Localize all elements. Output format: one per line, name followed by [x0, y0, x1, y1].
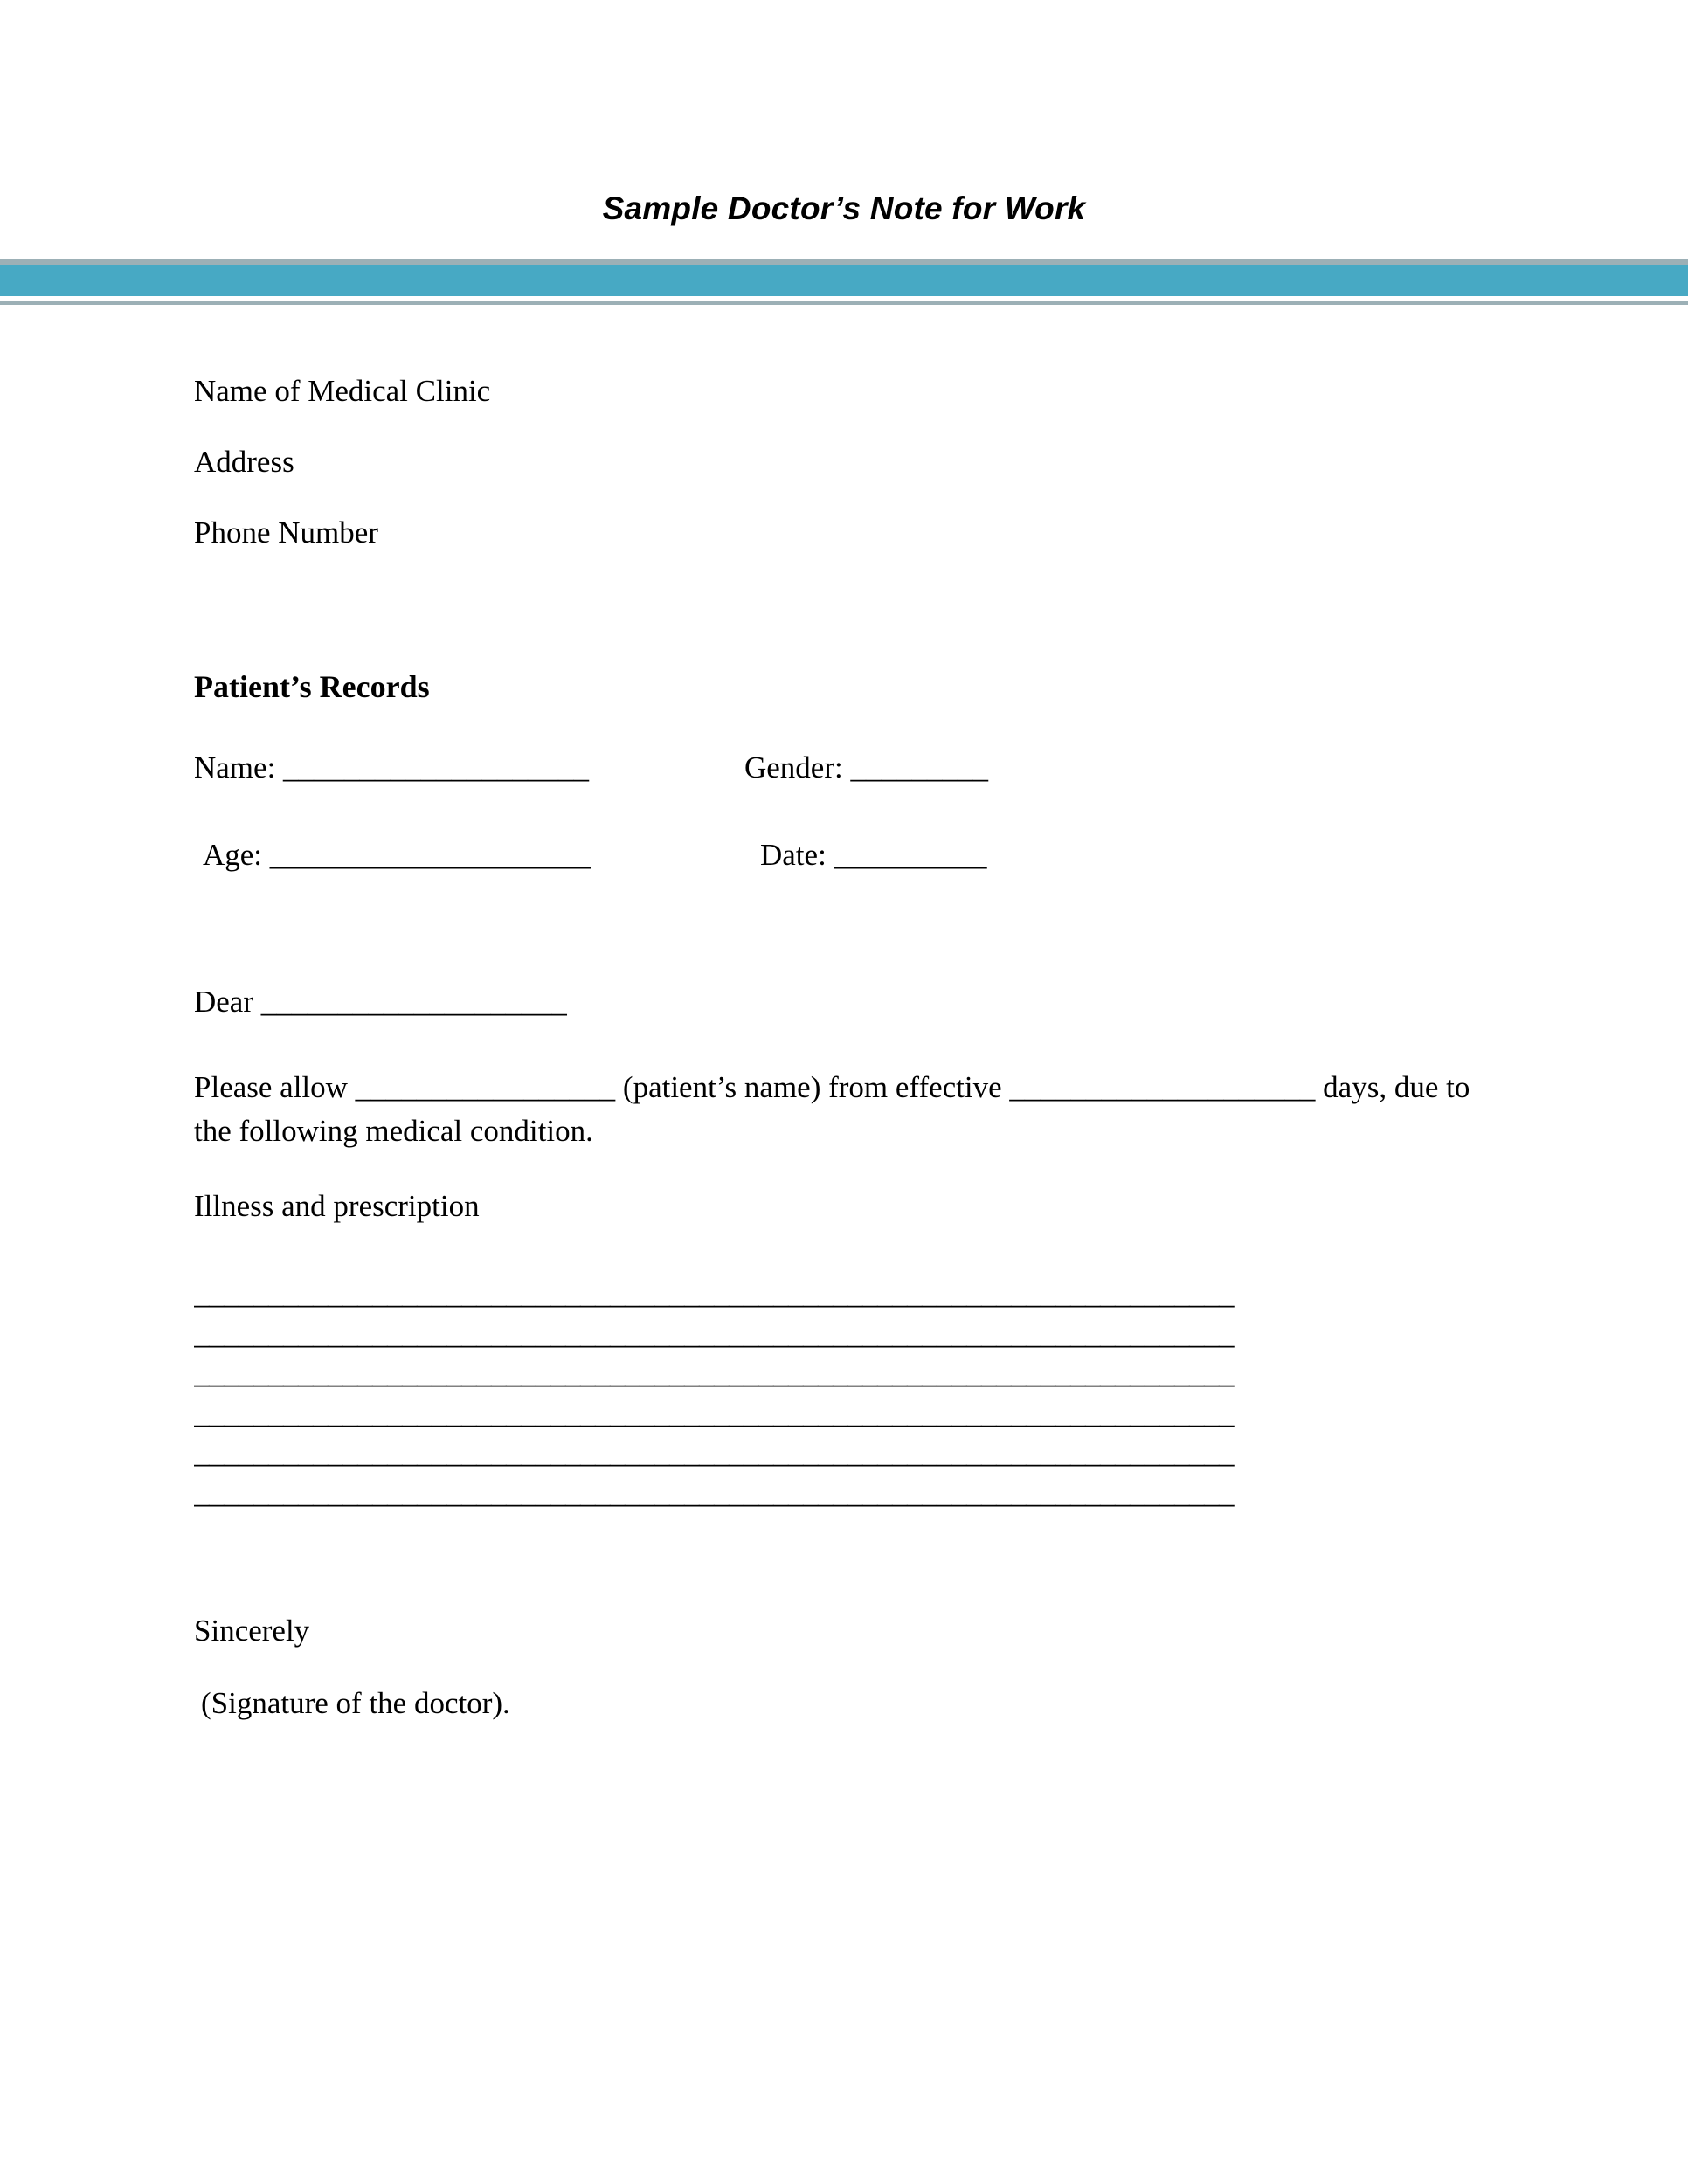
write-in-line[interactable]: ______________________________________________________________________ — [194, 1395, 1234, 1430]
page-title: Sample Doctor’s Note for Work — [602, 190, 1086, 226]
patient-records-heading: Patient’s Records — [194, 669, 430, 704]
document-body — [194, 376, 1505, 1760]
write-in-lines — [194, 1274, 1505, 1512]
patient-records-row-1 — [194, 750, 1505, 789]
clinic-address-line: Address — [194, 445, 294, 479]
header-rule-bottom — [0, 301, 1688, 305]
spacer — [194, 925, 1505, 986]
illness-label: Illness and prescription — [194, 1189, 480, 1224]
closing-line: Sincerely — [194, 1614, 310, 1648]
spacer — [194, 588, 1505, 668]
clinic-phone-line: Phone Number — [194, 515, 378, 549]
patient-age-field[interactable]: Age: _____________________ — [203, 838, 591, 872]
write-in-line[interactable]: ______________________________________________________________________ — [194, 1475, 1234, 1510]
write-in-line[interactable]: ______________________________________________________________________ — [194, 1316, 1234, 1351]
write-in-line[interactable]: ______________________________________________________________________ — [194, 1356, 1234, 1391]
salutation-line[interactable]: Dear ____________________ — [194, 985, 567, 1019]
signature-line[interactable]: (Signature of the doctor). — [201, 1686, 510, 1721]
body-paragraph[interactable]: Please allow _________________ (patient’s name) from effective ____________________ days, due to the following medical condition. — [194, 1070, 1478, 1148]
header-accent-bar — [0, 265, 1688, 296]
header-rule-top — [0, 259, 1688, 265]
patient-records-row-2 — [194, 838, 1505, 876]
patient-gender-field[interactable]: Gender: _________ — [744, 750, 988, 784]
clinic-name-line: Name of Medical Clinic — [194, 374, 491, 408]
patient-date-field[interactable]: Date: __________ — [760, 838, 987, 872]
write-in-line[interactable]: ______________________________________________________________________ — [194, 1276, 1234, 1311]
signature-block — [194, 1614, 1505, 1721]
patient-name-field[interactable]: Name: ____________________ — [194, 750, 590, 784]
write-in-line[interactable]: ______________________________________________________________________ — [194, 1435, 1234, 1470]
